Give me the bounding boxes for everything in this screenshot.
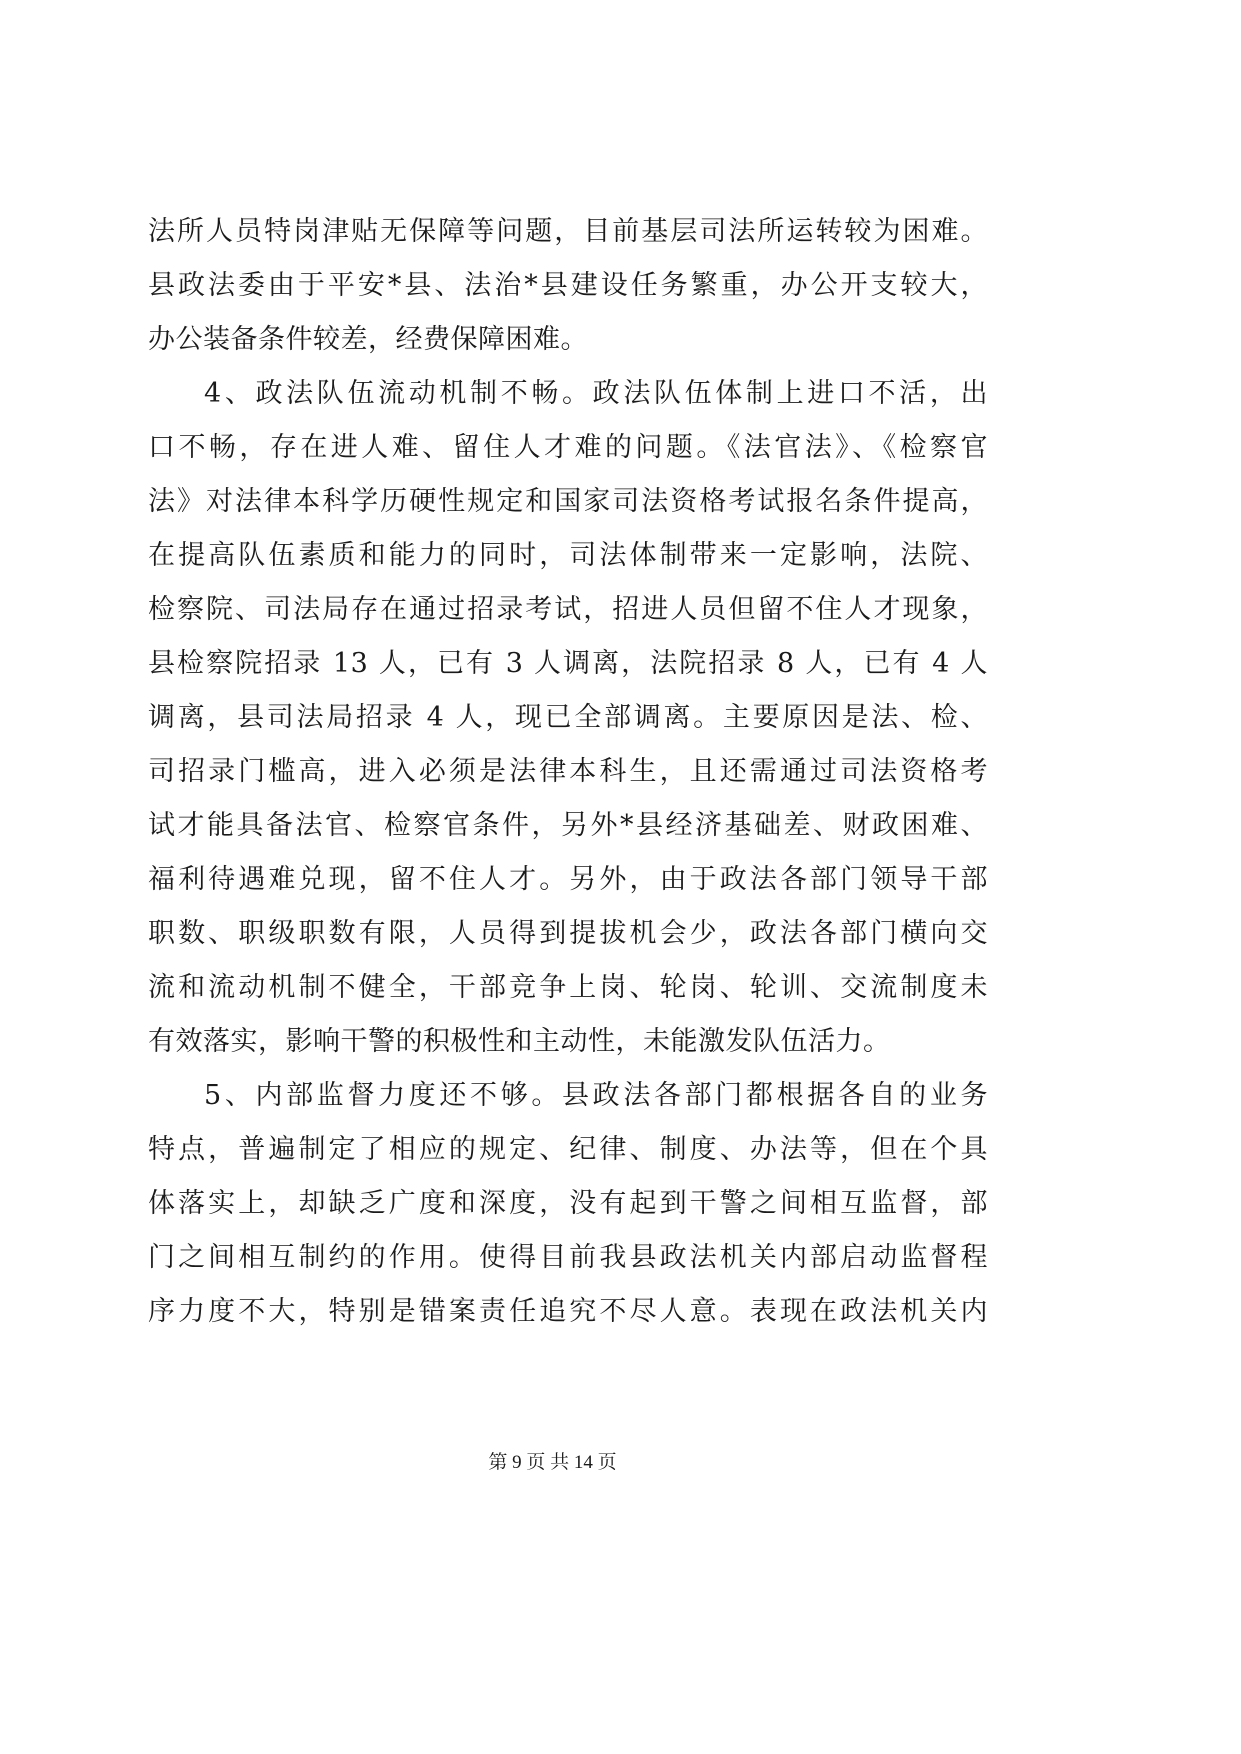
text-line: 特点，普遍制定了相应的规定、纪律、制度、办法等，但在个具 <box>148 1134 988 1165</box>
body-text <box>148 205 988 1339</box>
text-line: 口不畅，存在进人难、留住人才难的问题。《法官法》、《检察官 <box>148 432 988 463</box>
text-line: 有效落实，影响干警的积极性和主动性，未能激发队伍活力。 <box>148 1026 891 1057</box>
text-line: 县政法委由于平安*县、法治*县建设任务繁重，办公开支较大， <box>148 270 988 301</box>
text-line: 职数、职级职数有限，人员得到提拔机会少，政法各部门横向交 <box>148 918 988 949</box>
text-line: 福利待遇难兑现，留不住人才。另外，由于政法各部门领导干部 <box>148 864 988 895</box>
text-line: 司招录门槛高，进入必须是法律本科生，且还需通过司法资格考 <box>148 756 988 787</box>
paragraph-heading-line: 4、政法队伍流动机制不畅。政法队伍体制上进口不活，出 <box>204 378 988 409</box>
text-line: 流和流动机制不健全，干部竞争上岗、轮岗、轮训、交流制度未 <box>148 972 988 1003</box>
text-line: 在提高队伍素质和能力的同时，司法体制带来一定影响，法院、 <box>148 540 988 571</box>
text-line: 试才能具备法官、检察官条件，另外*县经济基础差、财政困难、 <box>148 810 988 841</box>
paragraph-heading-line: 5、内部监督力度还不够。县政法各部门都根据各自的业务 <box>204 1080 988 1111</box>
text-line: 调离，县司法局招录 4 人，现已全部调离。主要原因是法、检、 <box>148 702 988 733</box>
text-line: 法所人员特岗津贴无保障等问题，目前基层司法所运转较为困难。 <box>148 216 988 247</box>
text-line: 办公装备条件较差，经费保障困难。 <box>148 324 588 355</box>
text-line: 序力度不大，特别是错案责任追究不尽人意。表现在政法机关内 <box>148 1296 988 1327</box>
text-line: 体落实上，却缺乏广度和深度，没有起到干警之间相互监督，部 <box>148 1188 988 1219</box>
text-line: 检察院、司法局存在通过招录考试，招进人员但留不住人才现象， <box>148 594 988 625</box>
text-line: 法》对法律本科学历硬性规定和国家司法资格考试报名条件提高， <box>148 486 988 517</box>
text-line: 门之间相互制约的作用。使得目前我县政法机关内部启动监督程 <box>148 1242 988 1273</box>
text-line: 县检察院招录 13 人，已有 3 人调离，法院招录 8 人，已有 4 人 <box>148 648 988 679</box>
page-number-footer: 第 9 页 共 14 页 <box>488 1452 617 1473</box>
